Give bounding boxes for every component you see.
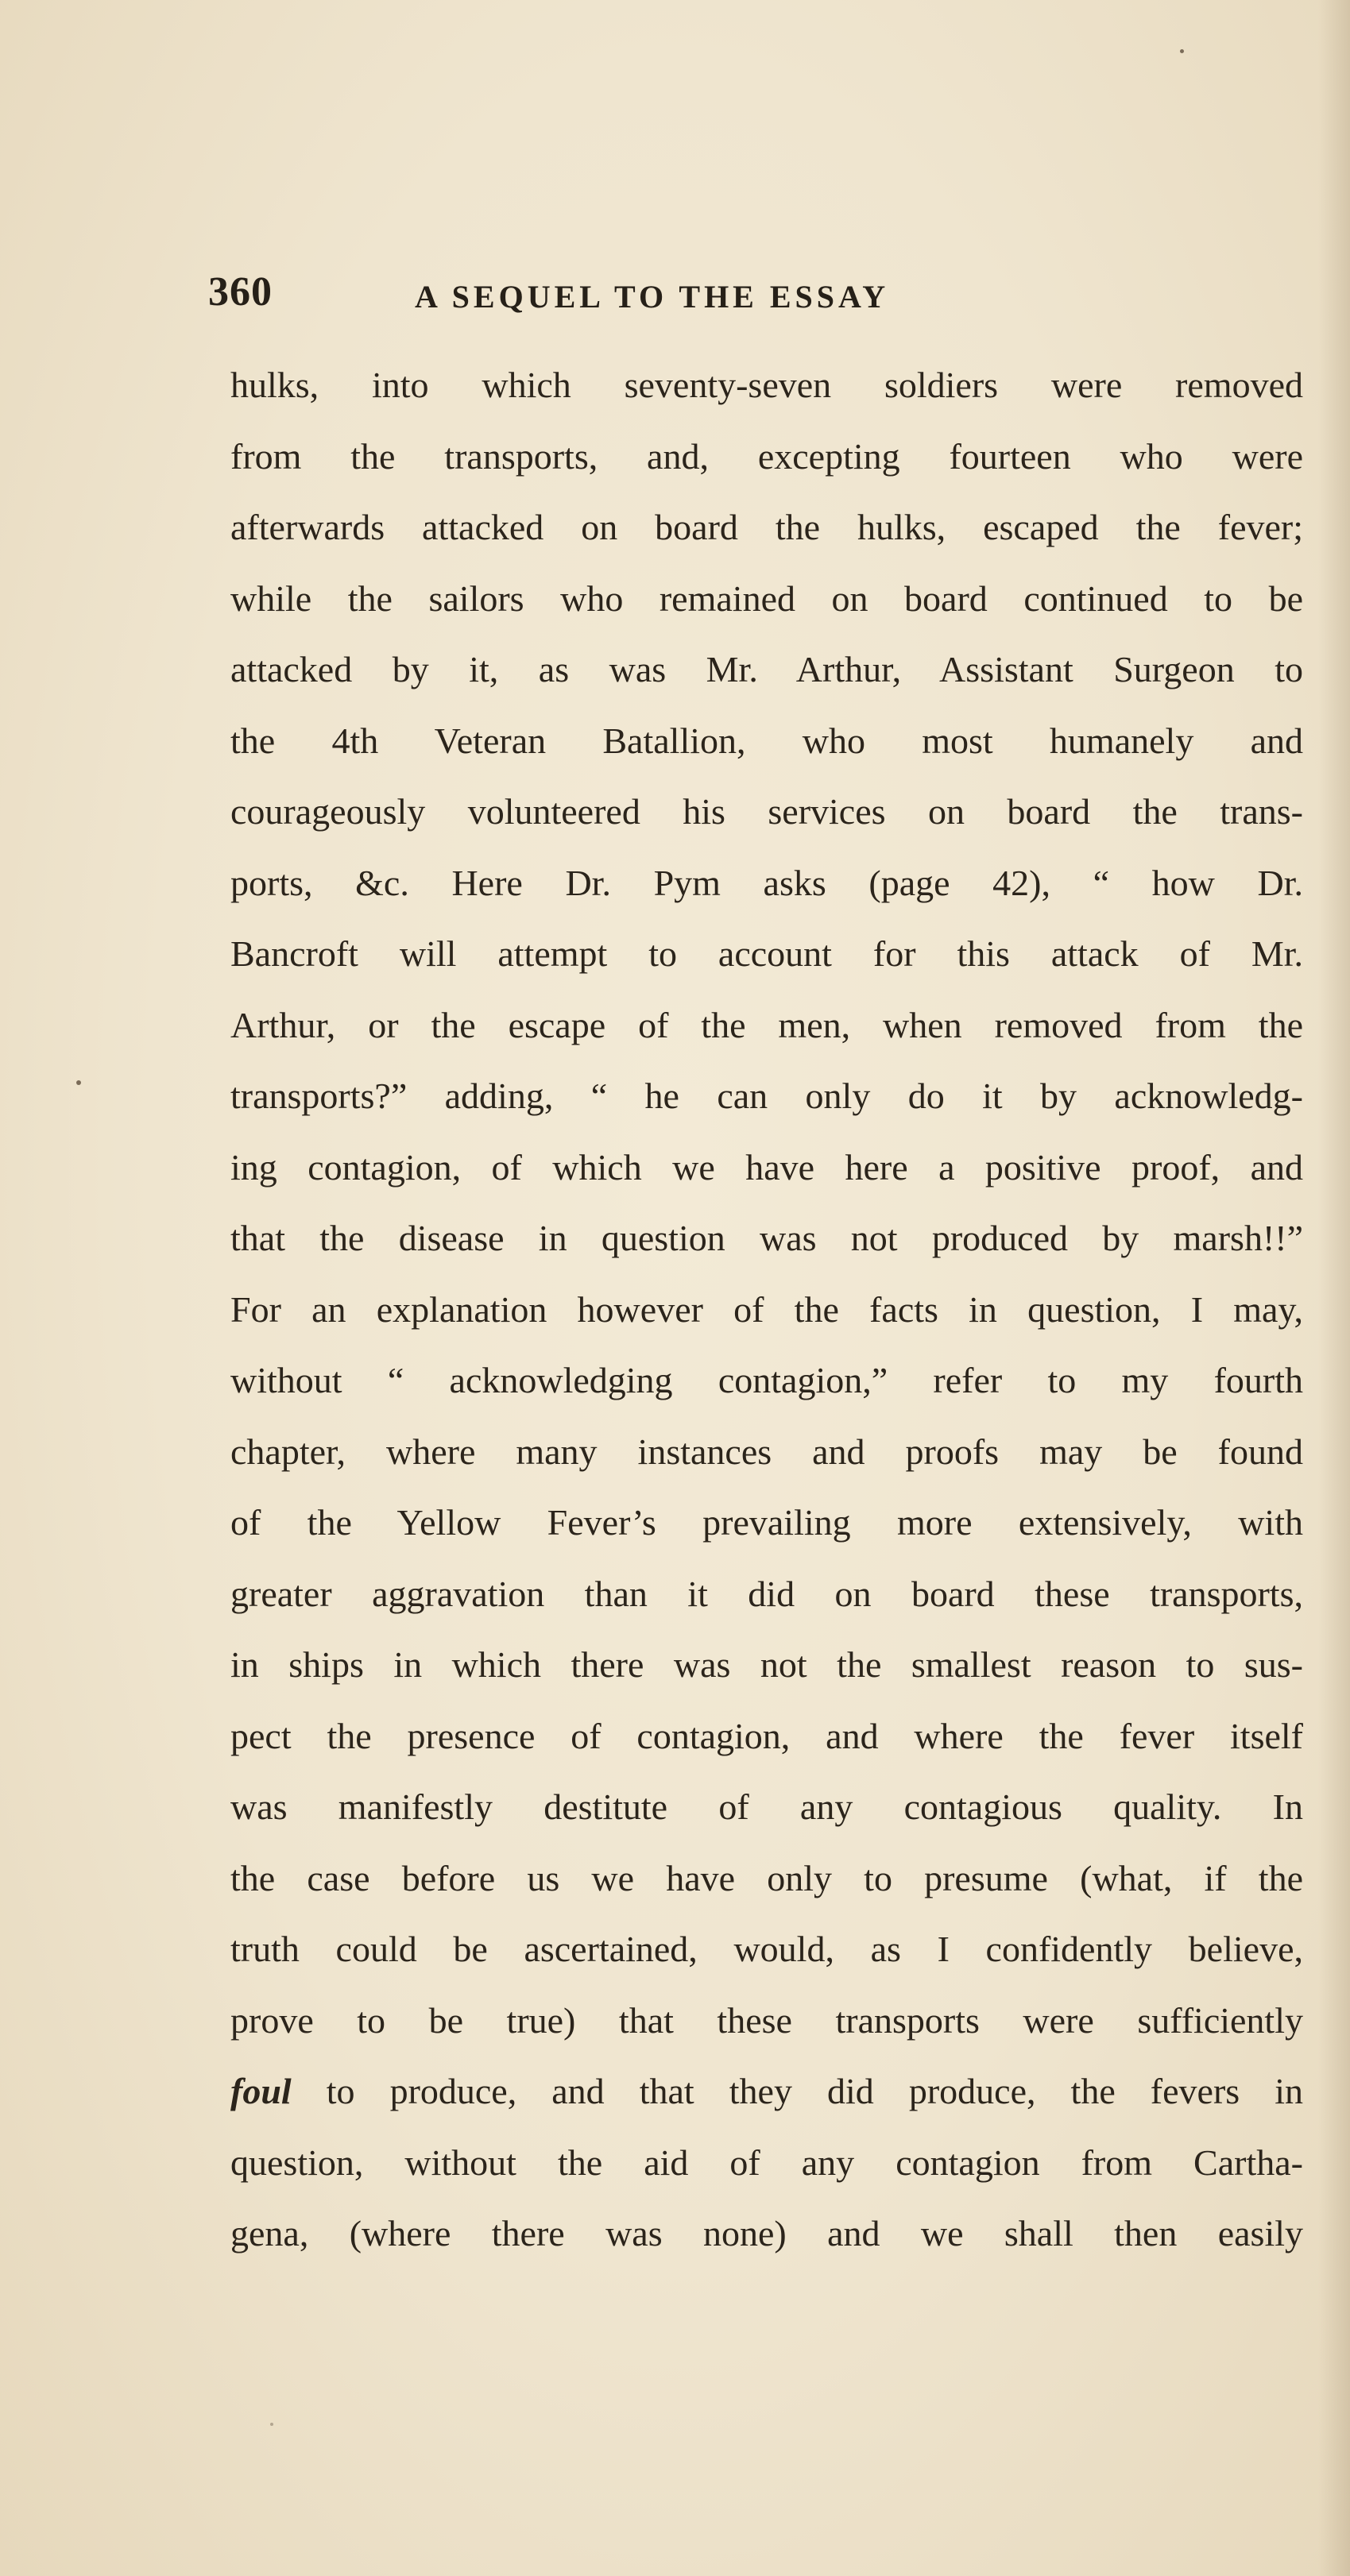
- paper-speck: [76, 1080, 81, 1085]
- text-line: while the sailors who remained on board continued to be: [230, 577, 1303, 619]
- text-line: ing contagion, of which we have here a positive proof, and: [230, 1146, 1303, 1188]
- text-line: transports?” adding, “ he can only do it by acknowledg-: [230, 1076, 1303, 1116]
- text-line: attacked by it, as was Mr. Arthur, Assistant Surgeon to: [230, 649, 1303, 689]
- italic-word: foul: [230, 2071, 292, 2111]
- text-line: hulks, into which seventy-seven soldiers were removed: [230, 365, 1303, 405]
- text-line: the 4th Veteran Batallion, who most humanely and: [230, 720, 1303, 761]
- text-line: ports, &c. Here Dr. Pym asks (page 42), “ how Dr.: [230, 862, 1303, 903]
- line-rest: to produce, and that they did produce, the fevers in: [291, 2071, 1303, 2111]
- text-line: truth could be ascertained, would, as I confidently believe,: [230, 1929, 1303, 1969]
- text-line: in ships in which there was not the smallest reason to sus-: [230, 1644, 1303, 1685]
- paper-speck: [270, 2423, 273, 2426]
- text-line: without “ acknowledging contagion,” refer to my fourth: [230, 1360, 1303, 1400]
- text-line: gena, (where there was none) and we shall then easily: [230, 2213, 1303, 2254]
- text-line: that the disease in question was not produced by marsh!!”: [230, 1218, 1303, 1258]
- page-header: [208, 262, 1305, 326]
- text-line: the case before us we have only to presume (what, if the: [230, 1857, 1303, 1898]
- text-line: courageously volunteered his services on board the trans-: [230, 791, 1303, 832]
- text-line: Bancroft will attempt to account for this attack of Mr.: [230, 933, 1303, 974]
- paper-speck: [1180, 49, 1184, 53]
- running-head: A SEQUEL TO THE ESSAY: [415, 279, 890, 315]
- text-line: from the transports, and, excepting fourteen who were: [230, 435, 1303, 477]
- text-line: For an explanation however of the facts in question, I may,: [230, 1288, 1303, 1330]
- page-number: 360: [208, 269, 273, 315]
- text-line: of the Yellow Fever’s prevailing more extensively, with: [230, 1502, 1303, 1543]
- body-text: [230, 350, 1303, 2269]
- text-line: prove to be true) that these transports were sufficiently: [230, 1999, 1303, 2041]
- text-line: chapter, where many instances and proofs may be found: [230, 1431, 1303, 1472]
- text-line: Arthur, or the escape of the men, when removed from the: [230, 1004, 1303, 1045]
- text-line: question, without the aid of any contagion from Cartha-: [230, 2142, 1303, 2183]
- text-line: greater aggravation than it did on board these transports,: [230, 1573, 1303, 1614]
- text-line: afterwards attacked on board the hulks, escaped the fever;: [230, 507, 1303, 547]
- page-edge-shadow: [1318, 0, 1350, 2576]
- text-line: pect the presence of contagion, and where the fever itself: [230, 1715, 1303, 1756]
- text-line: [230, 2056, 1303, 2127]
- text-line: was manifestly destitute of any contagious quality. In: [230, 1786, 1303, 1827]
